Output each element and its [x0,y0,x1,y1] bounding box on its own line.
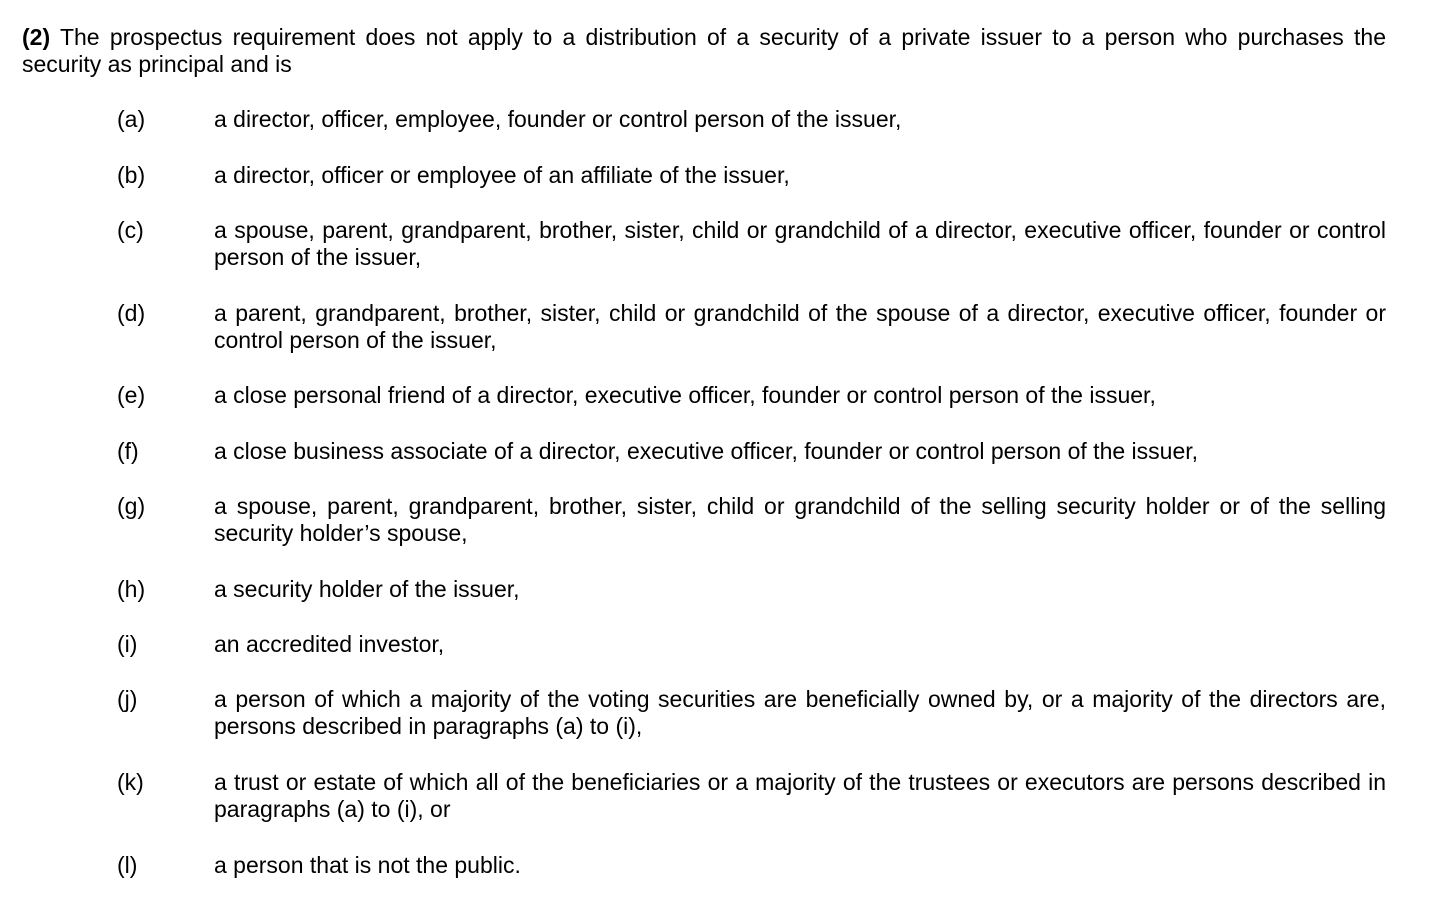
paragraph-text: a spouse, parent, grandparent, brother, sister, child or grandchild of a director, executive officer, founder or control person of the issuer, [214,217,1386,270]
paragraph-label: (l) [117,852,138,878]
paragraph-label: (h) [117,576,146,602]
paragraph-label: (i) [117,631,138,657]
section-number: (2) [22,24,51,50]
paragraph-label: (c) [117,217,144,243]
paragraph-label: (b) [117,162,146,188]
paragraph-label: (k) [117,769,144,795]
section-intro [22,24,1386,78]
paragraph-text: a trust or estate of which all of the beneficiaries or a majority of the trustees or executors are persons described in paragraphs (a) to (i), or [214,769,1386,822]
paragraph-label: (a) [117,106,146,132]
paragraph-label: (e) [117,382,146,408]
paragraph-label: (g) [117,493,146,519]
paragraph-text: a person that is not the public. [214,852,521,878]
paragraph-text: a close business associate of a director, executive officer, founder or control person of the issuer, [214,438,1199,464]
paragraph-text: an accredited investor, [214,631,445,657]
paragraph-text: a director, officer, employee, founder or control person of the issuer, [214,106,902,132]
paragraph-text: a spouse, parent, grandparent, brother, sister, child or grandchild of the selling security holder or of the selling security holder’s spouse, [214,493,1386,546]
section-intro-text: The prospectus requirement does not apply to a distribution of a security of a private issuer to a person who purchases the security as principal and is [22,24,1386,77]
paragraph-label: (j) [117,686,138,712]
paragraph-text: a security holder of the issuer, [214,576,520,602]
paragraph-label: (d) [117,300,146,326]
paragraph-text: a director, officer or employee of an affiliate of the issuer, [214,162,790,188]
paragraph-text: a parent, grandparent, brother, sister, child or grandchild of the spouse of a director, executive officer, founder or control person of the issuer, [214,300,1386,353]
paragraph-text: a close personal friend of a director, executive officer, founder or control person of the issuer, [214,382,1156,408]
paragraph-text: a person of which a majority of the voting securities are beneficially owned by, or a majority of the directors are, persons described in paragraphs (a) to (i), [214,686,1386,739]
paragraph-label: (f) [117,438,139,464]
